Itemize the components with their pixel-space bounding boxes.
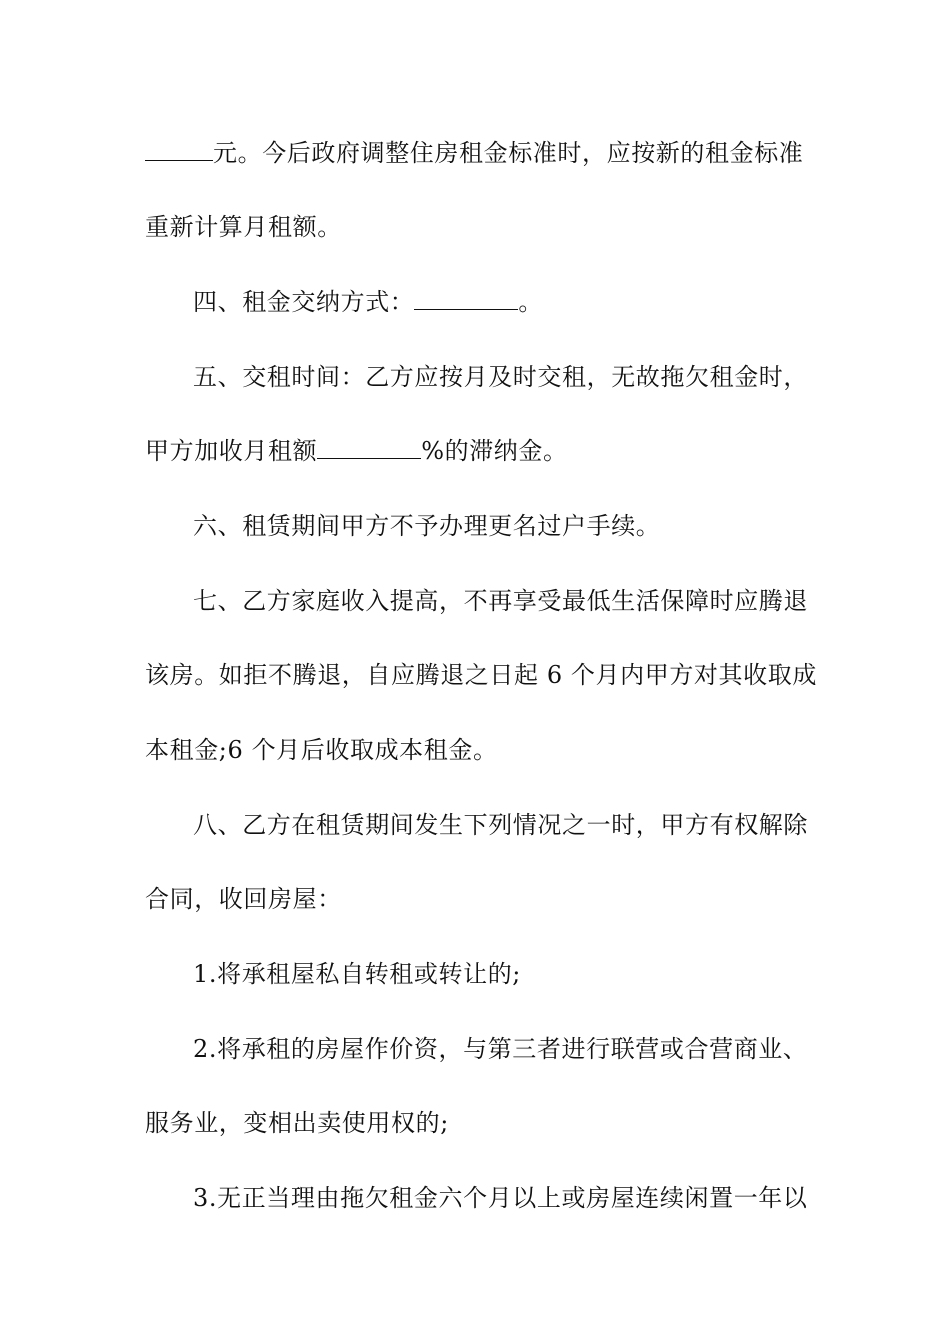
paragraph-line: 本租金;6 个月后收取成本租金。	[145, 736, 498, 764]
fill-in-blank[interactable]	[414, 289, 518, 310]
paragraph-line	[145, 137, 815, 169]
list-item: 3.无正当理由拖欠租金六个月以上或房屋连续闲置一年以	[193, 1184, 808, 1212]
line-text: 甲方加收月租额	[145, 437, 318, 465]
paragraph-line: 合同，收回房屋：	[145, 885, 342, 913]
fill-in-blank[interactable]	[317, 438, 421, 459]
paragraph-line: 六、租赁期间甲方不予办理更名过户手续。	[193, 512, 661, 540]
fill-in-blank[interactable]	[145, 140, 213, 161]
line-text: 。	[518, 288, 544, 316]
paragraph-line: 服务业，变相出卖使用权的;	[145, 1109, 449, 1137]
paragraph-line: 重新计算月租额。	[145, 213, 342, 241]
line-text: 元。今后政府调整住房租金标准时，应按新的租金标准	[213, 139, 804, 167]
paragraph-line	[193, 286, 813, 318]
paragraph-line	[145, 435, 815, 467]
paragraph-line: 该房。如拒不腾退，自应腾退之日起 6 个月内甲方对其收取成	[145, 661, 817, 689]
line-text: 四、租金交纳方式：	[193, 288, 415, 316]
paragraph-line: 七、乙方家庭收入提高，不再享受最低生活保障时应腾退	[193, 587, 808, 615]
line-text: %的滞纳金。	[421, 437, 568, 465]
paragraph-line: 八、乙方在租赁期间发生下列情况之一时，甲方有权解除	[193, 811, 808, 839]
paragraph-line: 五、交租时间：乙方应按月及时交租，无故拖欠租金时，	[193, 363, 808, 391]
list-item: 2.将承租的房屋作价资，与第三者进行联营或合营商业、	[193, 1035, 808, 1063]
list-item: 1.将承租屋私自转租或转让的;	[193, 960, 521, 988]
